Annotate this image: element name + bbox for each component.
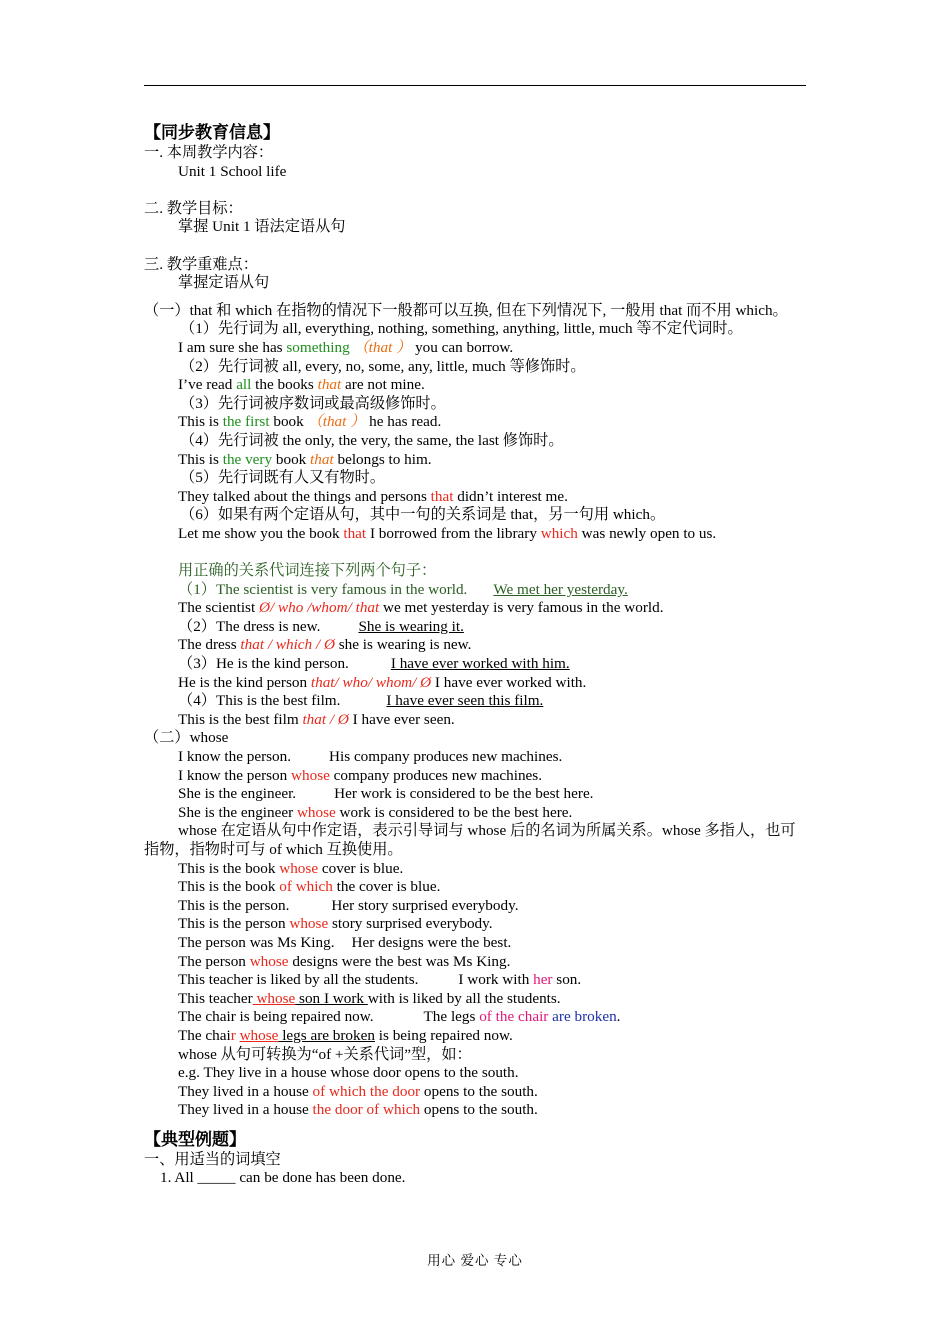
example-sentence: The chair is being repaired now. The legs of the chair are broken. bbox=[178, 1008, 621, 1026]
exercise-question: （2）The dress is new. She is wearing it. bbox=[178, 617, 464, 635]
exercise-answer: The dress that / which / Ø she is wearing is new. bbox=[178, 636, 472, 654]
section-content: 掌握 Unit 1 语法定语从句 bbox=[178, 218, 346, 236]
example-sentence: This is the person. Her story surprised everybody. bbox=[178, 896, 519, 914]
example-sentence: This teacher whose son I work with is liked by all the students. bbox=[178, 989, 561, 1007]
exercise-answer: The scientist Ø/ who /whom/ that we met yesterday is very famous in the world. bbox=[178, 599, 664, 617]
example-sentence: I am sure she has something （that ） you can borrow. bbox=[178, 338, 514, 356]
example-sentence: The chair whose legs are broken is being repaired now. bbox=[178, 1026, 513, 1044]
example-sentence: The person whose designs were the best was Ms King. bbox=[178, 952, 511, 970]
rule-item: （3）先行词被序数词或最高级修饰时。 bbox=[180, 394, 446, 412]
rule-item: （2）先行词被 all, every, no, some, any, little, much 等修饰时。 bbox=[180, 357, 586, 375]
example-sentence: She is the engineer whose work is considered to be the best here. bbox=[178, 803, 573, 821]
rule-item: （4）先行词被 the only, the very, the same, the last 修饰时。 bbox=[180, 431, 564, 449]
rule-item: （1）先行词为 all, everything, nothing, something, anything, little, much 等不定代词时。 bbox=[180, 320, 743, 338]
example-sentence: This is the person whose story surprised everybody. bbox=[178, 915, 493, 933]
example-sentence: This is the book whose cover is blue. bbox=[178, 859, 404, 877]
explanation: whose 在定语从句中作定语，表示引导词与 whose 后的名词为所属关系。whose 多指人，也可指物，指物时可与 of which 互换使用。 bbox=[144, 822, 796, 858]
exercise-question: （3）He is the kind person. I have ever worked with him. bbox=[178, 655, 570, 673]
section-content: Unit 1 School life bbox=[178, 162, 287, 180]
section-heading: 【同步教育信息】 bbox=[144, 123, 280, 142]
example-sentence: They lived in a house the door of which opens to the south. bbox=[178, 1101, 538, 1119]
document-body bbox=[144, 122, 810, 1188]
section-label: 二. 教学目标： bbox=[144, 199, 243, 217]
example-sentence: Let me show you the book that I borrowed from the library which was newly open to us. bbox=[178, 524, 717, 542]
exercise-title: 用正确的关系代词连接下列两个句子： bbox=[178, 562, 437, 580]
example-sentence: This is the first book （that ） he has read. bbox=[178, 413, 442, 431]
exercise-answer: This is the best film that / Ø I have ever seen. bbox=[178, 710, 455, 728]
example-sentence: She is the engineer. Her work is considered to be the best here. bbox=[178, 785, 594, 803]
section-label: 一. 本周教学内容： bbox=[144, 144, 274, 161]
examples-heading: 【典型例题】 bbox=[144, 1129, 246, 1149]
section-label: 三. 教学重难点： bbox=[144, 255, 258, 273]
example-sentence: This is the book of which the cover is blue. bbox=[178, 878, 441, 896]
example-question: 1. All _____ can be done has been done. bbox=[160, 1169, 406, 1187]
example-sentence: This is the very book that belongs to him. bbox=[178, 450, 432, 468]
rule-intro: （一）that 和 which 在指物的情况下一般都可以互换, 但在下列情况下, 一般用 that 而不用 which。 bbox=[144, 301, 788, 319]
header-rule bbox=[144, 85, 806, 86]
example-sentence: I know the person. His company produces new machines. bbox=[178, 748, 563, 765]
rule-item: （5）先行词既有人又有物时。 bbox=[180, 469, 386, 487]
rule-item: （6）如果有两个定语从句，其中一句的关系词是 that，另一句用 which。 bbox=[180, 506, 666, 524]
conversion-note: whose 从句可转换为“of +关系代词”型，如： bbox=[178, 1045, 472, 1063]
example-sentence: I know the person whose company produces new machines. bbox=[178, 766, 542, 784]
example-sentence: This teacher is liked by all the students. I work with her son. bbox=[178, 971, 582, 989]
example-sentence: e.g. They live in a house whose door opens to the south. bbox=[178, 1064, 519, 1082]
example-sentence: The person was Ms King. Her designs were the best. bbox=[178, 933, 512, 951]
exercise-question: （4）This is the best film. I have ever seen this film. bbox=[178, 692, 544, 710]
example-sentence: They lived in a house of which the door opens to the south. bbox=[178, 1082, 538, 1100]
example-sentence: They talked about the things and persons that didn’t interest me. bbox=[178, 487, 568, 505]
section-content: 掌握定语从句 bbox=[178, 274, 270, 292]
subsection-title: （二）whose bbox=[144, 729, 229, 747]
exercise-question: （1）The scientist is very famous in the world. We met her yesterday. bbox=[178, 580, 628, 598]
examples-subtitle: 一、用适当的词填空 bbox=[144, 1150, 281, 1168]
page-footer: 用心 爱心 专心 bbox=[427, 1253, 523, 1268]
example-sentence: I’ve read all the books that are not mine. bbox=[178, 376, 425, 394]
exercise-answer: He is the kind person that/ who/ whom/ Ø I have ever worked with. bbox=[178, 673, 587, 691]
